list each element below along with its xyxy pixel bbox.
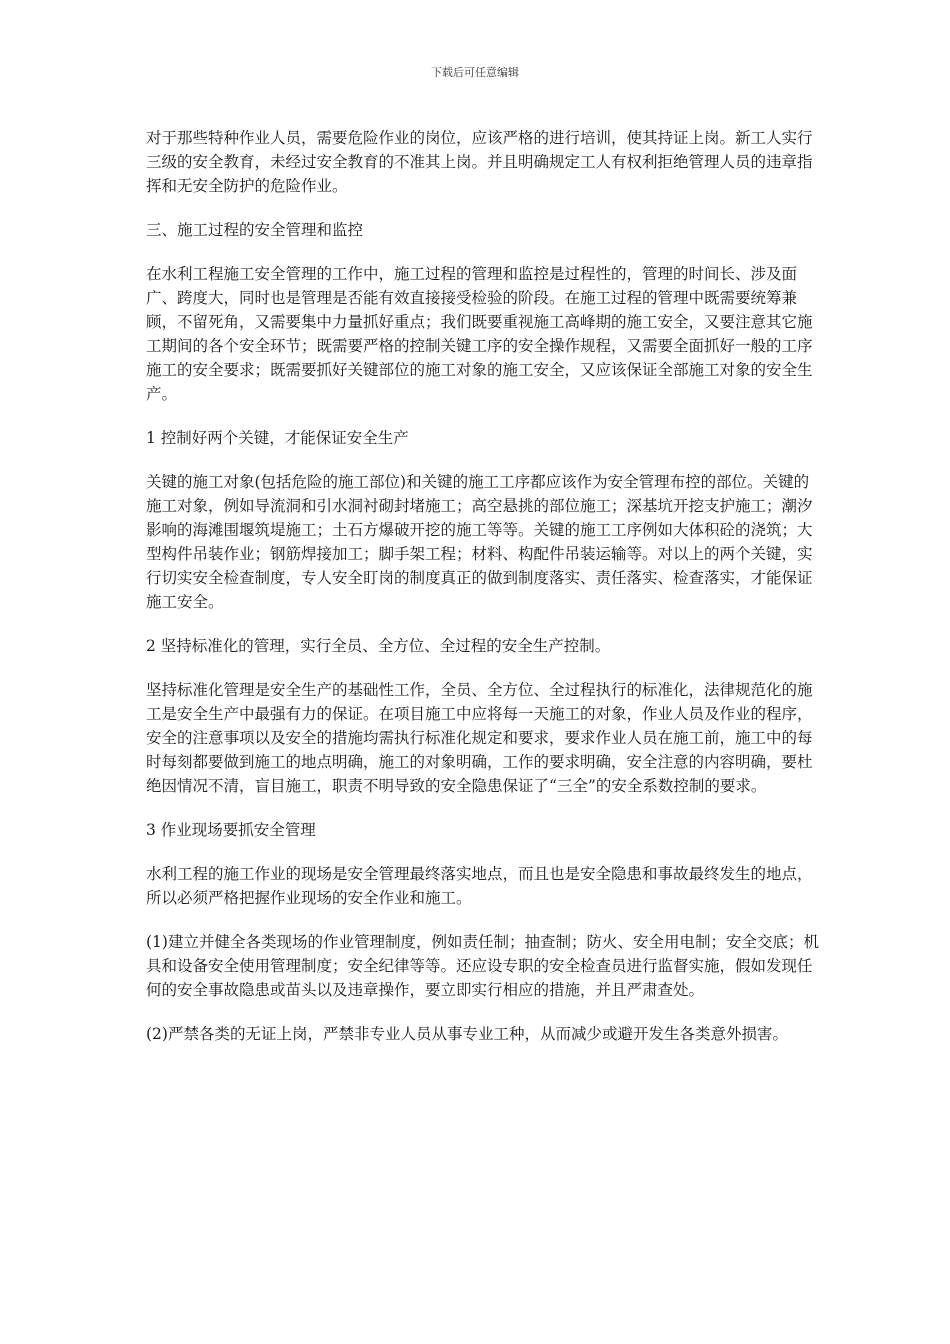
paragraph-item-1: (1)建立并健全各类现场的作业管理制度，例如责任制；抽查制；防火、安全用电制；安全交底；机具和设备安全使用管理制度；安全纪律等等。还应设专职的安全检查员进行监督实施，假如发现任何的安全事故隐患或苗头以及违章操作，要立即实行相应的措施，并且严肃查处。 bbox=[146, 933, 819, 999]
subheading-two-keys: 1 控制好两个关键，才能保证安全生产 bbox=[146, 429, 409, 447]
paragraph-item-2: (2)严禁各类的无证上岗，严禁非专业人员从事专业工种，从而减少或避开发生各类意外损害。 bbox=[146, 1025, 788, 1043]
paragraph-standardization: 坚持标准化管理是安全生产的基础性工作，全员、全方位、全过程执行的标准化，法律规范化的施工是安全生产中最强有力的保证。在项目施工中应将每一天施工的对象，作业人员及作业的程序，安全的注意事项以及安全的措施均需执行标准化规定和要求，要求作业人员在施工前，施工中的每时每刻都要做到施工的地点明确，施工的对象明确，工作的要求明确，安全注意的内容明确，要杜绝因情况不清，盲目施工，职责不明导致的安全隐患保证了“三全”的安全系数控制的要求。 bbox=[146, 681, 813, 795]
paragraph-training: 对于那些特种作业人员，需要危险作业的岗位，应该严格的进行培训，使其持证上岗。新工人实行三级的安全教育，未经过安全教育的不准其上岗。并且明确规定工人有权利拒绝管理人员的违章指挥和无安全防护的危险作业。 bbox=[146, 129, 813, 195]
paragraph-key-objects: 关键的施工对象(包括危险的施工部位)和关键的施工工序都应该作为安全管理布控的部位。关键的施工对象，例如导流洞和引水洞衬砌封堵施工；高空悬挑的部位施工；深基坑开挖支护施工；潮汐影响的海滩围堰筑堤施工；土石方爆破开挖的施工等等。关键的施工工序例如大体积砼的浇筑；大型构件吊装作业；钢筋焊接加工；脚手架工程；材料、构配件吊装运输等。对以上的两个关键，实行切实安全检查制度，专人安全盯岗的制度真正的做到制度落实、责任落实、检查落实，才能保证施工安全。 bbox=[146, 473, 813, 611]
paragraph-site-safety: 水利工程的施工作业的现场是安全管理最终落实地点，而且也是安全隐患和事故最终发生的地点，所以必须严格把握作业现场的安全作业和施工。 bbox=[146, 865, 813, 907]
paragraph-process-monitoring: 在水利工程施工安全管理的工作中，施工过程的管理和监控是过程性的，管理的时间长、涉及面广、跨度大，同时也是管理是否能有效直接接受检验的阶段。在施工过程的管理中既需要统筹兼顾，不留死角，又需要集中力量抓好重点；我们既要重视施工高峰期的施工安全，又要注意其它施工期间的各个安全环节；既需要严格的控制关键工序的安全操作规程，又需要全面抓好一般的工序施工的安全要求；既需要抓好关键部位的施工对象的施工安全，又应该保证全部施工对象的安全生产。 bbox=[146, 265, 813, 403]
document-body bbox=[146, 126, 822, 1066]
subheading-site-safety: 3 作业现场要抓安全管理 bbox=[146, 821, 316, 839]
page-header: 下载后可任意编辑 bbox=[431, 66, 519, 79]
section-heading-process-safety: 三、施工过程的安全管理和监控 bbox=[146, 221, 364, 239]
subheading-standardization: 2 坚持标准化的管理，实行全员、全方位、全过程的安全生产控制。 bbox=[146, 637, 611, 655]
